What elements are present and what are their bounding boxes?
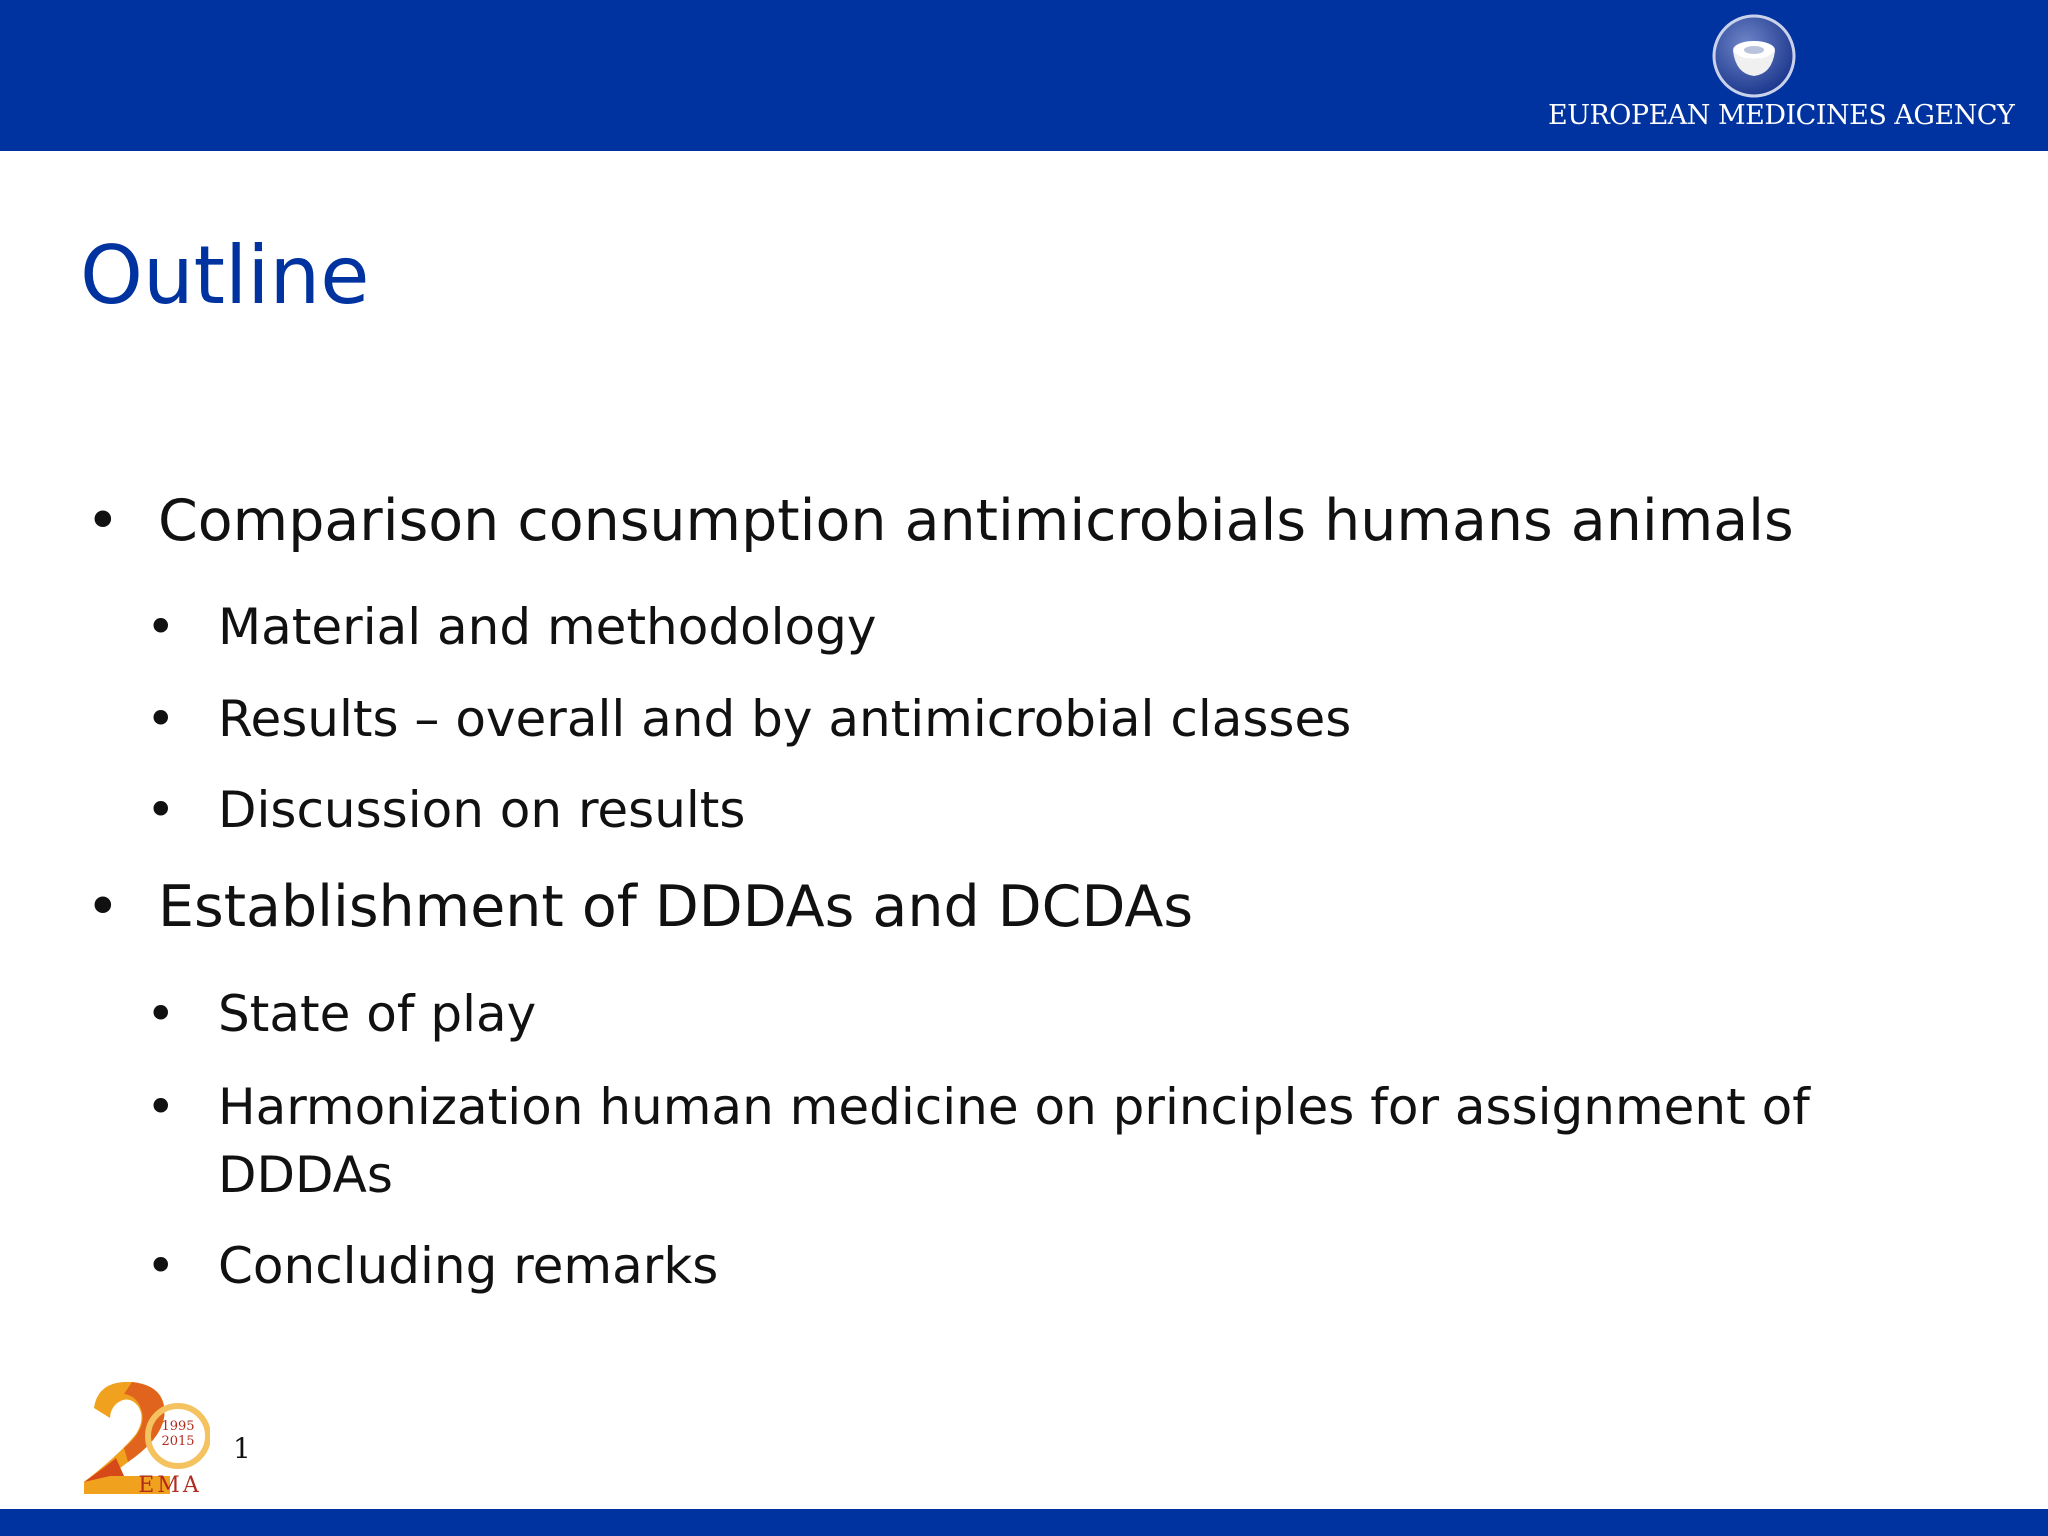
list-item-text: Establishment of DDDAs and DCDAs (158, 874, 1194, 940)
list-item (146, 1073, 1938, 1209)
bullet-icon: • (86, 874, 120, 940)
ema-logo (1548, 14, 2015, 139)
bullet-icon: • (146, 690, 176, 748)
logo-wordmark: EMA (138, 1473, 202, 1496)
ema-20-years-logo (80, 1378, 210, 1496)
bullet-icon: • (86, 488, 120, 554)
list-item-text: Material and methodology (218, 598, 877, 656)
list-item-text: Results – overall and by antimicrobial classes (218, 690, 1352, 748)
logo-years-start: 1995 (161, 1419, 195, 1434)
list-item (146, 598, 877, 656)
list-item (146, 781, 746, 839)
logo-years-end: 2015 (161, 1434, 195, 1449)
bullet-icon: • (146, 781, 176, 839)
list-item (86, 488, 1794, 554)
bullet-icon: • (146, 1237, 176, 1295)
ema-wordmark: EUROPEAN MEDICINES AGENCY (1548, 100, 2015, 131)
bullet-icon: • (146, 1078, 176, 1136)
list-item (146, 690, 1352, 748)
list-item (146, 985, 537, 1043)
bullet-icon: • (146, 985, 176, 1043)
ema-emblem-icon (1712, 14, 1796, 98)
list-item-text: Comparison consumption antimicrobials humans animals (158, 488, 1794, 554)
slide-title: Outline (80, 229, 370, 322)
list-item-text: State of play (218, 985, 537, 1043)
footer-bar (0, 1509, 2048, 1536)
bullet-icon: • (146, 598, 176, 656)
list-item-text: Concluding remarks (218, 1237, 719, 1295)
list-item-text: Harmonization human medicine on principles for assignment of DDDAs (218, 1078, 1810, 1204)
list-item (86, 874, 1194, 940)
list-item-text: Discussion on results (218, 781, 746, 839)
slide-number: 1 (233, 1432, 251, 1465)
list-item (146, 1237, 719, 1295)
header-bar (0, 0, 2048, 151)
